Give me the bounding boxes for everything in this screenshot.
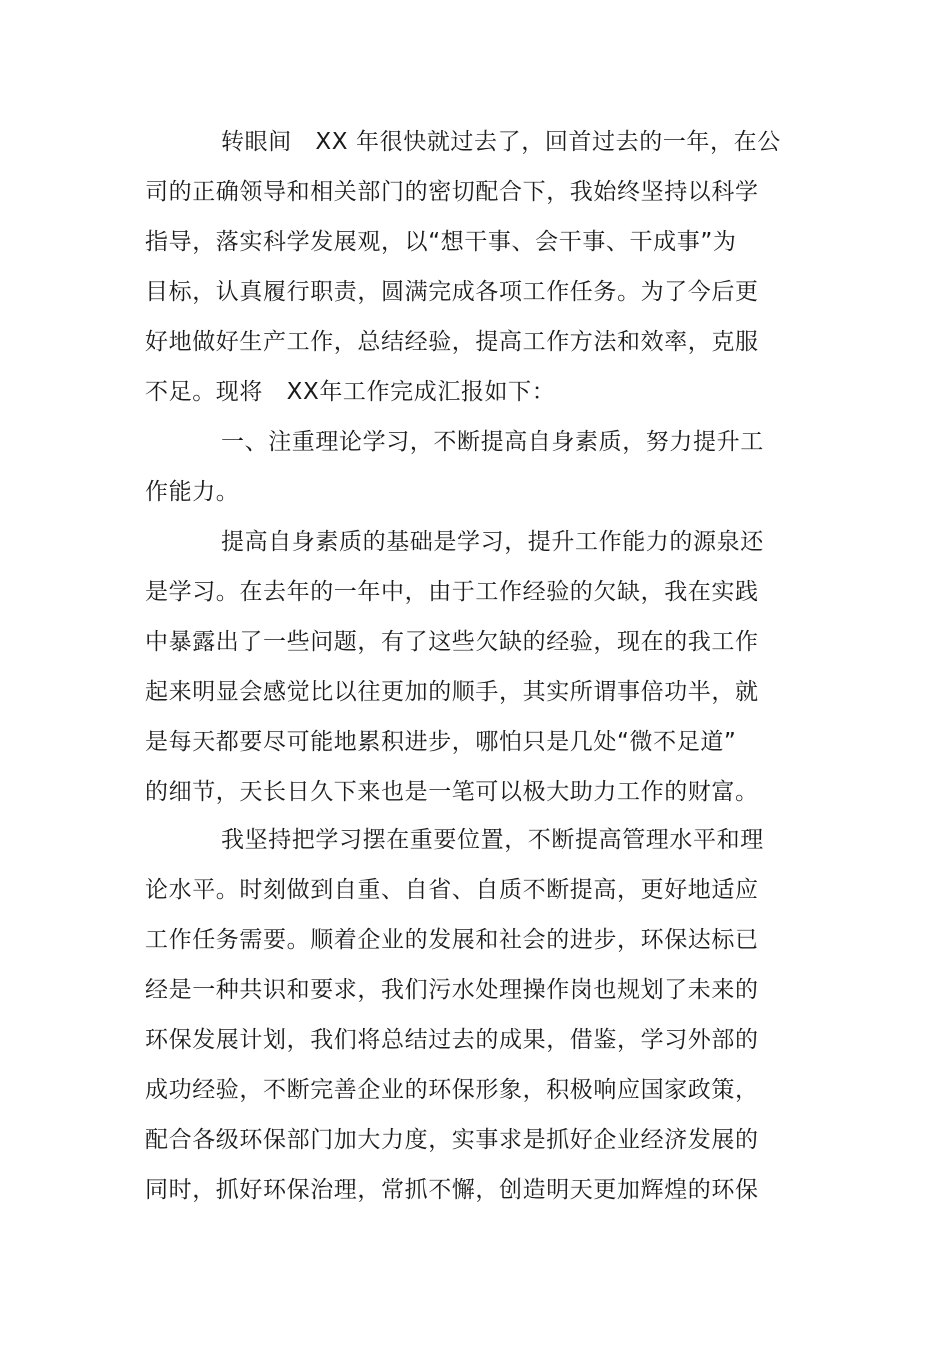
text-line: 配合各级环保部门加大力度，实事求是抓好企业经济发展的 — [145, 1127, 759, 1153]
text-line: 转眼间 XX 年很快就过去了，回首过去的一年，在公 — [221, 129, 781, 155]
text-line: 不足。现将 XX年工作完成汇报如下： — [145, 379, 556, 405]
text-line: 是每天都要尽可能地累积进步，哪怕只是几处“微不足道” — [145, 729, 737, 755]
text-line: 工作任务需要。顺着企业的发展和社会的进步，环保达标已 — [145, 927, 759, 953]
text-line: 指导，落实科学发展观，以“想干事、会干事、干成事”为 — [145, 229, 737, 255]
text-line: 经是一种共识和要求，我们污水处理操作岗也规划了未来的 — [145, 977, 759, 1003]
text-line: 是学习。在去年的一年中，由于工作经验的欠缺，我在实践 — [145, 579, 759, 605]
text-line: 同时，抓好环保治理，常抓不懈，创造明天更加辉煌的环保 — [145, 1177, 759, 1203]
text-line: 成功经验，不断完善企业的环保形象，积极响应国家政策， — [145, 1077, 759, 1103]
text-line: 好地做好生产工作，总结经验，提高工作方法和效率，克服 — [145, 329, 759, 355]
text-line: 的细节，天长日久下来也是一笔可以极大助力工作的财富。 — [145, 779, 759, 805]
text-line: 起来明显会感觉比以往更加的顺手，其实所谓事倍功半，就 — [145, 679, 759, 705]
text-line: 论水平。时刻做到自重、自省、自质不断提高，更好地适应 — [145, 877, 759, 903]
section-heading-line: 作能力。 — [145, 479, 240, 505]
text-line: 目标，认真履行职责，圆满完成各项工作任务。为了今后更 — [145, 279, 759, 305]
section-heading-line: 一、注重理论学习，不断提高自身素质，努力提升工 — [221, 429, 764, 455]
text-line: 我坚持把学习摆在重要位置，不断提高管理水平和理 — [221, 827, 764, 853]
text-line: 环保发展计划，我们将总结过去的成果，借鉴，学习外部的 — [145, 1027, 759, 1053]
text-line: 司的正确领导和相关部门的密切配合下，我始终坚持以科学 — [145, 179, 759, 205]
text-line: 中暴露出了一些问题，有了这些欠缺的经验，现在的我工作 — [145, 629, 759, 655]
text-line: 提高自身素质的基础是学习，提升工作能力的源泉还 — [221, 529, 764, 555]
